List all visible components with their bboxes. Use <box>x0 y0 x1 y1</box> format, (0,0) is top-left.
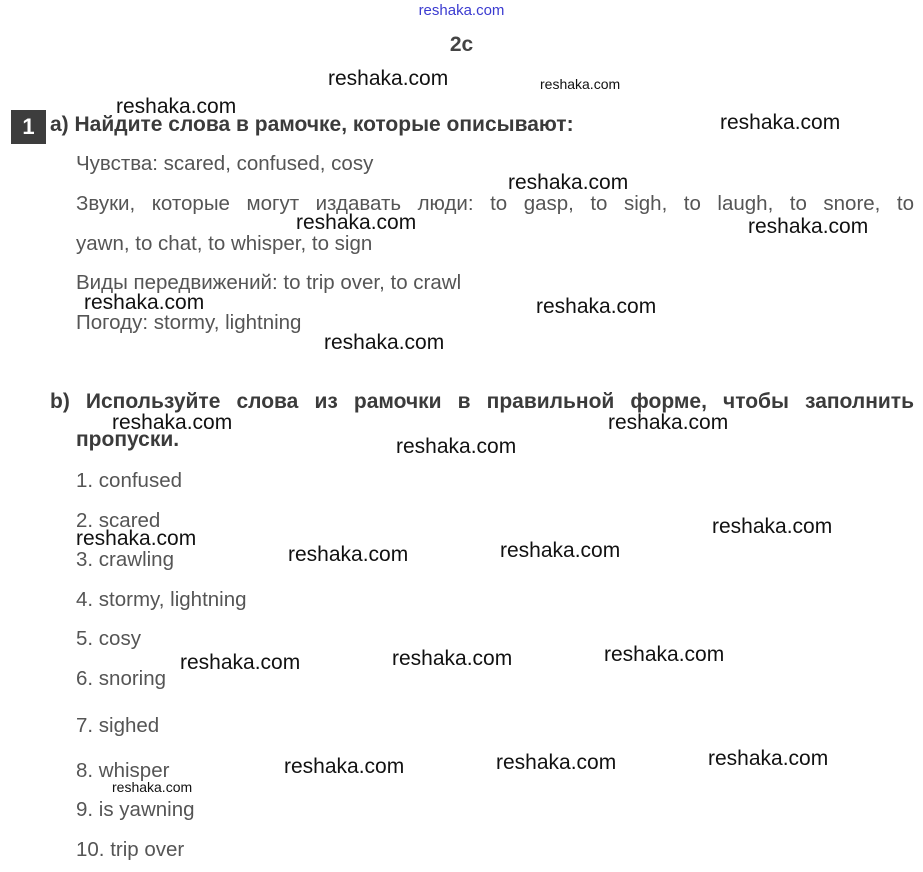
watermark: reshaka.com <box>500 539 621 562</box>
watermark: reshaka.com <box>396 435 517 458</box>
answer-item: 10. trip over <box>76 838 185 861</box>
watermark: reshaka.com <box>180 651 301 674</box>
watermark: reshaka.com <box>328 67 449 90</box>
part-a-line: yawn, to chat, to whisper, to sign <box>76 232 373 255</box>
watermark: reshaka.com <box>712 515 833 538</box>
answer-item: 5. cosy <box>76 627 141 650</box>
watermark: reshaka.com <box>536 295 657 318</box>
answer-item: 4. stormy, lightning <box>76 588 247 611</box>
watermark: reshaka.com <box>324 331 445 354</box>
watermark: reshaka.com <box>720 111 841 134</box>
watermark: reshaka.com <box>288 543 409 566</box>
part-a-line: Виды передвижений: to trip over, to crawl <box>76 271 462 294</box>
answer-item: 9. is yawning <box>76 798 195 821</box>
watermark: reshaka.com <box>392 647 513 670</box>
page-title: 2c <box>449 33 474 56</box>
watermark: reshaka.com <box>508 171 629 194</box>
site-link[interactable]: reshaka.com <box>418 2 505 19</box>
watermark: reshaka.com <box>76 527 197 550</box>
answer-item: 6. snoring <box>76 667 167 690</box>
watermark: reshaka.com <box>296 211 417 234</box>
watermark: reshaka.com <box>540 76 621 92</box>
watermark: reshaka.com <box>84 291 205 314</box>
answer-item: 7. sighed <box>76 714 160 737</box>
part-a-line: Погоду: stormy, lightning <box>76 311 302 334</box>
answer-item: 8. whisper <box>76 759 170 782</box>
part-a-line: Чувства: scared, confused, cosy <box>76 152 374 175</box>
watermark: reshaka.com <box>112 411 233 434</box>
watermark: reshaka.com <box>608 411 729 434</box>
watermark: reshaka.com <box>496 751 617 774</box>
exercise-number-badge: 1 <box>11 110 46 144</box>
part-a-heading: a) Найдите слова в рамочке, которые описывают: <box>50 113 574 136</box>
answer-item: 2. scared <box>76 509 161 532</box>
part-b-heading-cont: пропуски. <box>76 428 180 451</box>
part-b-heading: b) Используйте слова из рамочки в правильной форме, чтобы заполнить <box>50 390 914 413</box>
watermark: reshaka.com <box>284 755 405 778</box>
watermark: reshaka.com <box>748 215 869 238</box>
answer-item: 1. confused <box>76 469 182 492</box>
watermark: reshaka.com <box>604 643 725 666</box>
watermark: reshaka.com <box>112 779 193 795</box>
watermark: reshaka.com <box>116 95 237 118</box>
answer-item: 3. crawling <box>76 548 174 571</box>
watermark: reshaka.com <box>708 747 829 770</box>
part-a-line: Звуки, которые могут издавать люди: to gasp, to sigh, to laugh, to snore, to <box>76 192 914 215</box>
